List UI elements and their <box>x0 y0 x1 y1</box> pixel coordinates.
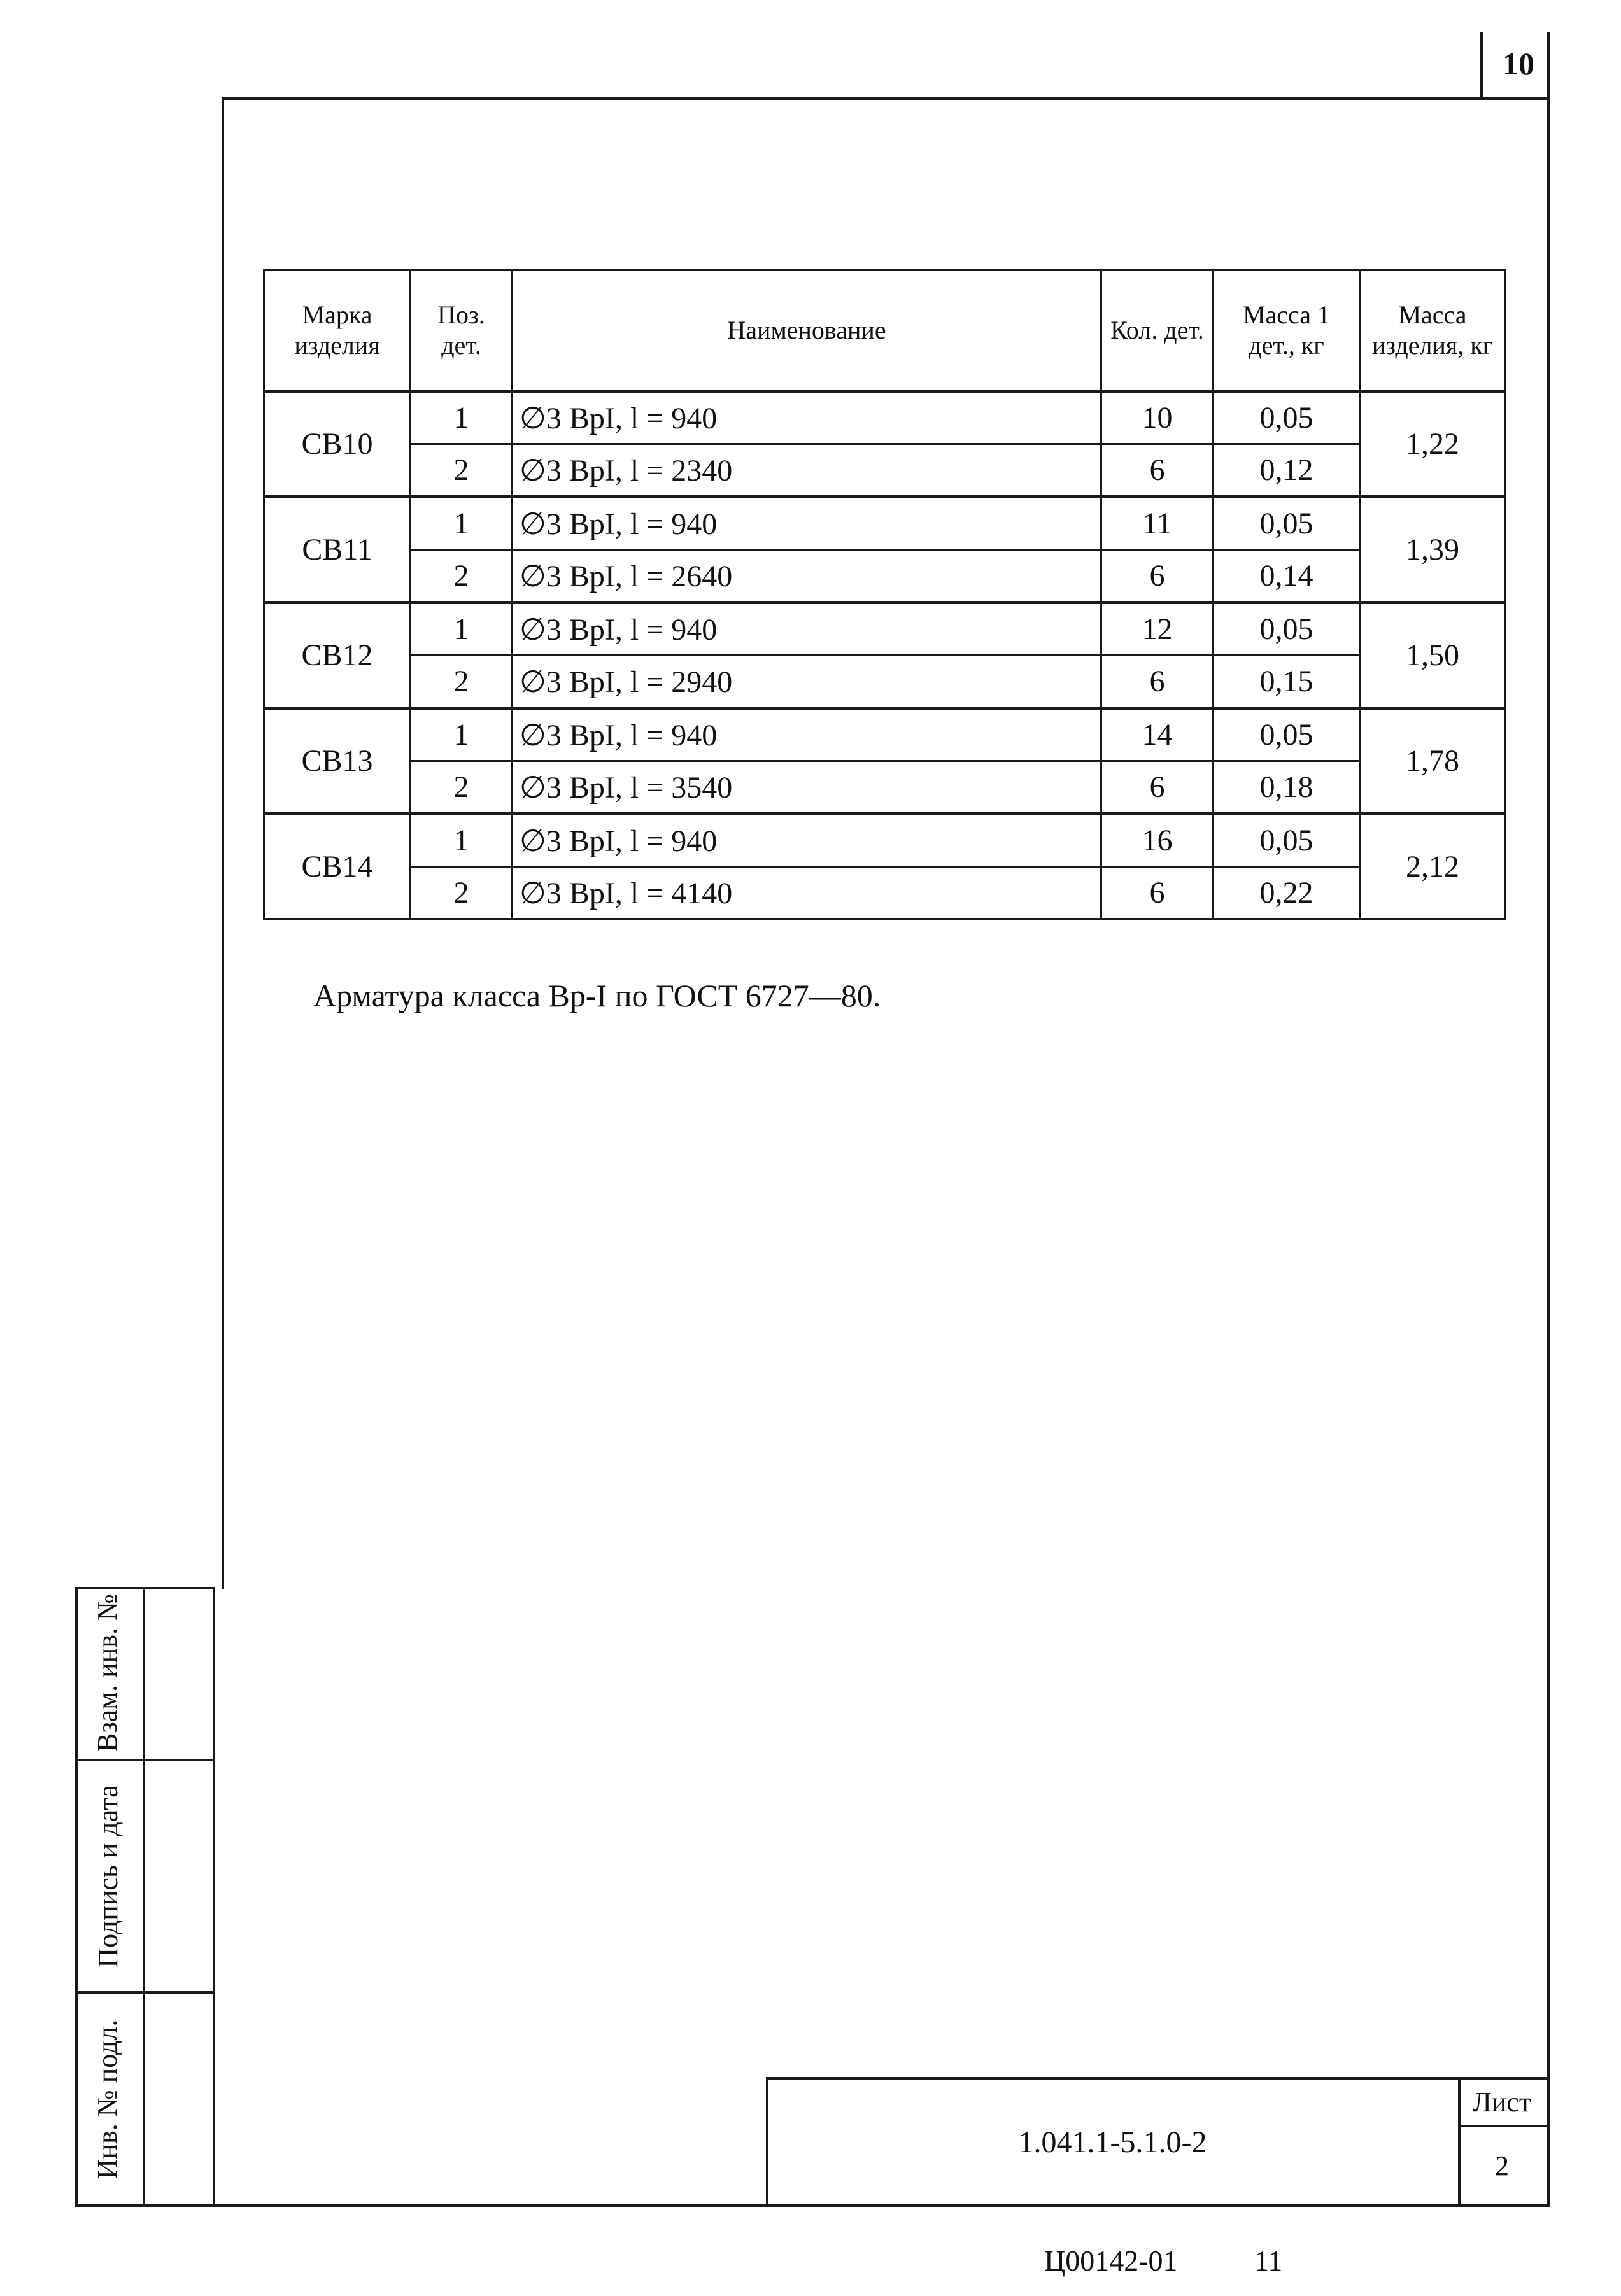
header-pos: Поз. дет. <box>411 270 513 391</box>
title-block-top <box>766 2077 1549 2080</box>
header-mass-item: Масса изделия, кг <box>1360 270 1506 391</box>
cell-pos: 2 <box>411 867 513 919</box>
sheet-label: Лист <box>1472 2087 1532 2118</box>
cell-mass: 0,22 <box>1214 867 1360 919</box>
frame-right <box>1547 32 1550 2206</box>
cell-name: ∅3 ВрI, l = 940 <box>513 603 1101 656</box>
cell-mass: 0,05 <box>1214 603 1360 656</box>
cell-pos: 2 <box>411 550 513 603</box>
cell-qty: 11 <box>1101 497 1214 550</box>
table-row <box>264 497 1506 550</box>
cell-name: ∅3 ВрI, l = 940 <box>513 814 1101 867</box>
cell-qty: 14 <box>1101 708 1214 761</box>
top-num-box-left <box>1480 32 1483 99</box>
table-row <box>264 814 1506 867</box>
cell-mass: 0,05 <box>1214 497 1360 550</box>
cell-mark: СВ11 <box>264 497 411 603</box>
cell-mass-item: 1,78 <box>1360 708 1506 814</box>
cell-pos: 1 <box>411 391 513 444</box>
table-row <box>264 444 1506 497</box>
stamp-sep-2 <box>75 1991 215 1994</box>
page-number: 10 <box>1503 46 1534 81</box>
frame-left <box>222 97 224 1589</box>
table-row <box>264 391 1506 444</box>
table-row <box>264 761 1506 814</box>
table-row <box>264 550 1506 603</box>
cell-qty: 6 <box>1101 761 1214 814</box>
frame-left-lower <box>213 1587 215 2206</box>
stamp-signature-date-label: Подпись и дата <box>92 1785 124 1968</box>
stamp-replaced-inv-label: Взам. инв. № <box>92 1594 123 1752</box>
table-row <box>264 656 1506 708</box>
cell-name: ∅3 ВрI, l = 3540 <box>513 761 1101 814</box>
cell-name: ∅3 ВрI, l = 940 <box>513 391 1101 444</box>
cell-mass-item: 1,22 <box>1360 391 1506 497</box>
header-name: Наименование <box>513 270 1101 391</box>
cell-pos: 1 <box>411 603 513 656</box>
cell-mass: 0,12 <box>1214 444 1360 497</box>
cell-name: ∅3 ВрI, l = 4140 <box>513 867 1101 919</box>
cell-pos: 2 <box>411 444 513 497</box>
sheet-number: 2 <box>1495 2150 1509 2181</box>
table-header-row <box>264 270 1506 391</box>
cell-qty: 6 <box>1101 444 1214 497</box>
cell-mark: СВ12 <box>264 603 411 708</box>
cell-mass: 0,05 <box>1214 708 1360 761</box>
note-text: Арматура класса Вр-I по ГОСТ 6727—80. <box>313 978 881 1013</box>
cell-qty: 6 <box>1101 550 1214 603</box>
stamp-original-inv-label: Инв. № подл. <box>92 2019 123 2180</box>
document-code: 1.041.1-5.1.0-2 <box>1018 2125 1207 2159</box>
table-row <box>264 867 1506 919</box>
footer-number: 11 <box>1254 2244 1283 2277</box>
cell-pos: 1 <box>411 708 513 761</box>
specification-table <box>263 269 1506 920</box>
cell-pos: 1 <box>411 497 513 550</box>
cell-mass: 0,05 <box>1214 814 1360 867</box>
cell-mark: СВ14 <box>264 814 411 919</box>
cell-qty: 12 <box>1101 603 1214 656</box>
stamp-outer-left <box>75 1587 78 2207</box>
cell-qty: 16 <box>1101 814 1214 867</box>
cell-mass-item: 1,50 <box>1360 603 1506 708</box>
footer-code: Ц00142-01 <box>1044 2244 1178 2277</box>
header-mass-part: Масса 1 дет., кг <box>1214 270 1360 391</box>
cell-name: ∅3 ВрI, l = 2340 <box>513 444 1101 497</box>
cell-mass: 0,14 <box>1214 550 1360 603</box>
cell-mark: СВ13 <box>264 708 411 814</box>
stamp-divider <box>143 1587 145 2206</box>
cell-mass-item: 1,39 <box>1360 497 1506 603</box>
cell-mass: 0,15 <box>1214 656 1360 708</box>
cell-name: ∅3 ВрI, l = 940 <box>513 497 1101 550</box>
frame-bottom <box>75 2204 1550 2207</box>
cell-mass-item: 2,12 <box>1360 814 1506 919</box>
cell-qty: 6 <box>1101 867 1214 919</box>
table-row <box>264 708 1506 761</box>
cell-pos: 2 <box>411 656 513 708</box>
cell-pos: 1 <box>411 814 513 867</box>
cell-mass: 0,05 <box>1214 391 1360 444</box>
header-qty: Кол. дет. <box>1101 270 1214 391</box>
cell-pos: 2 <box>411 761 513 814</box>
frame-top <box>222 97 1549 100</box>
header-mark: Марка изделия <box>264 270 411 391</box>
cell-qty: 6 <box>1101 656 1214 708</box>
cell-qty: 10 <box>1101 391 1214 444</box>
cell-name: ∅3 ВрI, l = 940 <box>513 708 1101 761</box>
table-row <box>264 603 1506 656</box>
cell-mark: СВ10 <box>264 391 411 497</box>
cell-name: ∅3 ВрI, l = 2940 <box>513 656 1101 708</box>
cell-mass: 0,18 <box>1214 761 1360 814</box>
cell-name: ∅3 ВрI, l = 2640 <box>513 550 1101 603</box>
